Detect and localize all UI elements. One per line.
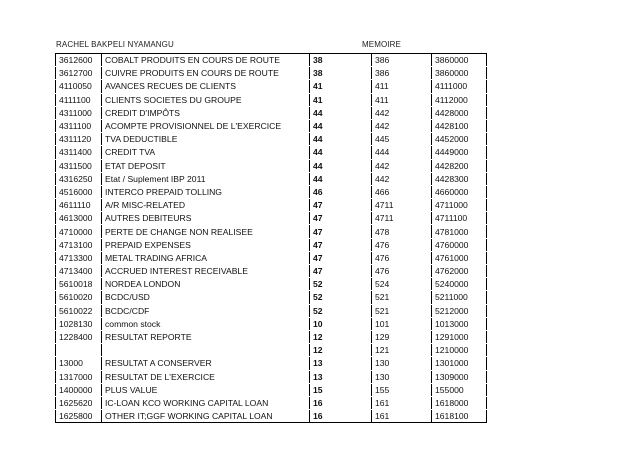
account-label-cell: PREPAID EXPENSES xyxy=(102,238,310,251)
class-number-cell: 38 xyxy=(310,54,372,67)
account-code-cell: 4110050 xyxy=(56,80,102,93)
class-number-cell: 47 xyxy=(310,212,372,225)
account-label-cell: COBALT PRODUITS EN COURS DE ROUTE xyxy=(102,54,310,67)
mapped-account-cell: 1618000 xyxy=(432,396,487,409)
class-number-cell: 47 xyxy=(310,199,372,212)
sub-account-cell: 411 xyxy=(372,93,432,106)
account-label-cell: CUIVRE PRODUITS EN COURS DE ROUTE xyxy=(102,67,310,80)
table-row xyxy=(56,396,487,409)
table-row xyxy=(56,265,487,278)
mapped-account-cell: 4428300 xyxy=(432,172,487,185)
account-label-cell: AUTRES DEBITEURS xyxy=(102,212,310,225)
account-code-cell: 4311000 xyxy=(56,106,102,119)
sub-account-cell: 129 xyxy=(372,330,432,343)
sub-account-cell: 161 xyxy=(372,410,432,423)
mapped-account-cell: 1013000 xyxy=(432,317,487,330)
mapped-account-cell: 1210000 xyxy=(432,344,487,357)
account-code-cell: 3612700 xyxy=(56,67,102,80)
account-code-cell: 4611110 xyxy=(56,199,102,212)
account-code-cell: 4311500 xyxy=(56,159,102,172)
mapped-account-cell: 4428200 xyxy=(432,159,487,172)
class-number-cell: 46 xyxy=(310,185,372,198)
account-label-cell: ACCRUED INTEREST RECEIVABLE xyxy=(102,265,310,278)
mapped-account-cell: 3860000 xyxy=(432,54,487,67)
sub-account-cell: 445 xyxy=(372,133,432,146)
class-number-cell: 52 xyxy=(310,278,372,291)
mapped-account-cell: 4449000 xyxy=(432,146,487,159)
account-code-cell: 4713300 xyxy=(56,251,102,264)
sub-account-cell: 411 xyxy=(372,80,432,93)
table-row xyxy=(56,370,487,383)
mapped-account-cell: 4711000 xyxy=(432,199,487,212)
account-code-cell: 4311120 xyxy=(56,133,102,146)
sub-account-cell: 130 xyxy=(372,357,432,370)
account-code-cell: 3612600 xyxy=(56,54,102,67)
account-label-cell: RESULTAT A CONSERVER xyxy=(102,357,310,370)
class-number-cell: 41 xyxy=(310,93,372,106)
mapped-account-cell: 5212000 xyxy=(432,304,487,317)
mapped-account-cell: 155000 xyxy=(432,383,487,396)
mapped-account-cell: 4112000 xyxy=(432,93,487,106)
table-row xyxy=(56,185,487,198)
table-row xyxy=(56,146,487,159)
account-label-cell: ACOMPTE PROVISIONNEL DE L'EXERCICE xyxy=(102,119,310,132)
account-code-cell: 4316250 xyxy=(56,172,102,185)
account-label-cell: BCDC/USD xyxy=(102,291,310,304)
account-label-cell: METAL TRADING AFRICA xyxy=(102,251,310,264)
accounts-table-body xyxy=(56,54,487,423)
table-row xyxy=(56,93,487,106)
account-code-cell: 1317000 xyxy=(56,370,102,383)
class-number-cell: 41 xyxy=(310,80,372,93)
table-row xyxy=(56,383,487,396)
sub-account-cell: 386 xyxy=(372,67,432,80)
account-code-cell: 4111100 xyxy=(56,93,102,106)
memoire-header: MEMOIRE xyxy=(362,40,401,49)
author-header: RACHEL BAKPELI NYAMANGU xyxy=(56,40,174,49)
sub-account-cell: 4711 xyxy=(372,199,432,212)
sub-account-cell: 121 xyxy=(372,344,432,357)
account-code-cell: 13000 xyxy=(56,357,102,370)
class-number-cell: 10 xyxy=(310,317,372,330)
account-code-cell xyxy=(56,344,102,357)
class-number-cell: 12 xyxy=(310,330,372,343)
table-row xyxy=(56,238,487,251)
account-label-cell: IC-LOAN KCO WORKING CAPITAL LOAN xyxy=(102,396,310,409)
class-number-cell: 52 xyxy=(310,304,372,317)
account-label-cell: TVA DEDUCTIBLE xyxy=(102,133,310,146)
mapped-account-cell: 4660000 xyxy=(432,185,487,198)
sub-account-cell: 521 xyxy=(372,304,432,317)
account-label-cell: CLIENTS SOCIETES DU GROUPE xyxy=(102,93,310,106)
account-code-cell: 5610018 xyxy=(56,278,102,291)
table-row xyxy=(56,330,487,343)
account-label-cell: CREDIT D'IMPÔTS xyxy=(102,106,310,119)
table-row xyxy=(56,119,487,132)
account-code-cell: 1400000 xyxy=(56,383,102,396)
sub-account-cell: 161 xyxy=(372,396,432,409)
table-row xyxy=(56,212,487,225)
table-row xyxy=(56,159,487,172)
class-number-cell: 47 xyxy=(310,265,372,278)
sub-account-cell: 4711 xyxy=(372,212,432,225)
mapped-account-cell: 5240000 xyxy=(432,278,487,291)
sub-account-cell: 476 xyxy=(372,251,432,264)
table-row xyxy=(56,317,487,330)
class-number-cell: 44 xyxy=(310,133,372,146)
mapped-account-cell: 5211000 xyxy=(432,291,487,304)
table-row xyxy=(56,54,487,67)
sub-account-cell: 130 xyxy=(372,370,432,383)
table-row xyxy=(56,357,487,370)
sub-account-cell: 386 xyxy=(372,54,432,67)
table-row xyxy=(56,344,487,357)
account-code-cell: 4516000 xyxy=(56,185,102,198)
mapped-account-cell: 4452000 xyxy=(432,133,487,146)
table-row xyxy=(56,251,487,264)
account-code-cell: 4713100 xyxy=(56,238,102,251)
account-code-cell: 1028130 xyxy=(56,317,102,330)
table-row xyxy=(56,199,487,212)
account-label-cell: common stock xyxy=(102,317,310,330)
class-number-cell: 47 xyxy=(310,238,372,251)
sub-account-cell: 466 xyxy=(372,185,432,198)
table-row xyxy=(56,172,487,185)
table-row xyxy=(56,410,487,423)
mapped-account-cell: 4711100 xyxy=(432,212,487,225)
account-label-cell: CREDIT TVA xyxy=(102,146,310,159)
account-label-cell: NORDEA LONDON xyxy=(102,278,310,291)
class-number-cell: 44 xyxy=(310,159,372,172)
sub-account-cell: 442 xyxy=(372,159,432,172)
sub-account-cell: 444 xyxy=(372,146,432,159)
class-number-cell: 44 xyxy=(310,146,372,159)
class-number-cell: 44 xyxy=(310,172,372,185)
account-code-cell: 1625620 xyxy=(56,396,102,409)
table-row xyxy=(56,225,487,238)
account-label-cell: PERTE DE CHANGE NON REALISEE xyxy=(102,225,310,238)
table-row xyxy=(56,291,487,304)
class-number-cell: 12 xyxy=(310,344,372,357)
account-code-cell: 4713400 xyxy=(56,265,102,278)
account-label-cell: BCDC/CDF xyxy=(102,304,310,317)
table-row xyxy=(56,278,487,291)
sub-account-cell: 476 xyxy=(372,265,432,278)
class-number-cell: 15 xyxy=(310,383,372,396)
mapped-account-cell: 1301000 xyxy=(432,357,487,370)
table-row xyxy=(56,133,487,146)
account-code-cell: 4710000 xyxy=(56,225,102,238)
mapped-account-cell: 1618100 xyxy=(432,410,487,423)
mapped-account-cell: 1309000 xyxy=(432,370,487,383)
mapped-account-cell: 4428100 xyxy=(432,119,487,132)
account-code-cell: 5610020 xyxy=(56,291,102,304)
account-code-cell: 5610022 xyxy=(56,304,102,317)
mapped-account-cell: 4781000 xyxy=(432,225,487,238)
account-label-cell: AVANCES RECUES DE CLIENTS xyxy=(102,80,310,93)
class-number-cell: 44 xyxy=(310,119,372,132)
class-number-cell: 38 xyxy=(310,67,372,80)
class-number-cell: 13 xyxy=(310,370,372,383)
mapped-account-cell: 4760000 xyxy=(432,238,487,251)
class-number-cell: 52 xyxy=(310,291,372,304)
sub-account-cell: 478 xyxy=(372,225,432,238)
account-label-cell xyxy=(102,344,310,357)
mapped-account-cell: 4762000 xyxy=(432,265,487,278)
account-label-cell: PLUS VALUE xyxy=(102,383,310,396)
sub-account-cell: 476 xyxy=(372,238,432,251)
mapped-account-cell: 3860000 xyxy=(432,67,487,80)
mapped-account-cell: 4761000 xyxy=(432,251,487,264)
class-number-cell: 44 xyxy=(310,106,372,119)
class-number-cell: 13 xyxy=(310,357,372,370)
account-label-cell: OTHER IT;GGF WORKING CAPITAL LOAN xyxy=(102,410,310,423)
class-number-cell: 16 xyxy=(310,410,372,423)
account-code-cell: 4311100 xyxy=(56,119,102,132)
account-label-cell: RESULTAT DE L'EXERCICE xyxy=(102,370,310,383)
accounts-table xyxy=(55,53,487,423)
account-code-cell: 1625800 xyxy=(56,410,102,423)
sub-account-cell: 521 xyxy=(372,291,432,304)
sub-account-cell: 155 xyxy=(372,383,432,396)
sub-account-cell: 524 xyxy=(372,278,432,291)
mapped-account-cell: 4111000 xyxy=(432,80,487,93)
account-label-cell: A/R MISC-RELATED xyxy=(102,199,310,212)
mapped-account-cell: 4428000 xyxy=(432,106,487,119)
account-label-cell: Etat / Suplement IBP 2011 xyxy=(102,172,310,185)
table-row xyxy=(56,106,487,119)
sub-account-cell: 442 xyxy=(372,172,432,185)
account-label-cell: INTERCO PREPAID TOLLING xyxy=(102,185,310,198)
account-code-cell: 4613000 xyxy=(56,212,102,225)
account-code-cell: 4311400 xyxy=(56,146,102,159)
account-label-cell: RESULTAT REPORTE xyxy=(102,330,310,343)
mapped-account-cell: 1291000 xyxy=(432,330,487,343)
table-row xyxy=(56,80,487,93)
table-row xyxy=(56,67,487,80)
account-label-cell: ETAT DEPOSIT xyxy=(102,159,310,172)
account-code-cell: 1228400 xyxy=(56,330,102,343)
sub-account-cell: 101 xyxy=(372,317,432,330)
sub-account-cell: 442 xyxy=(372,119,432,132)
class-number-cell: 16 xyxy=(310,396,372,409)
sub-account-cell: 442 xyxy=(372,106,432,119)
class-number-cell: 47 xyxy=(310,251,372,264)
table-row xyxy=(56,304,487,317)
class-number-cell: 47 xyxy=(310,225,372,238)
